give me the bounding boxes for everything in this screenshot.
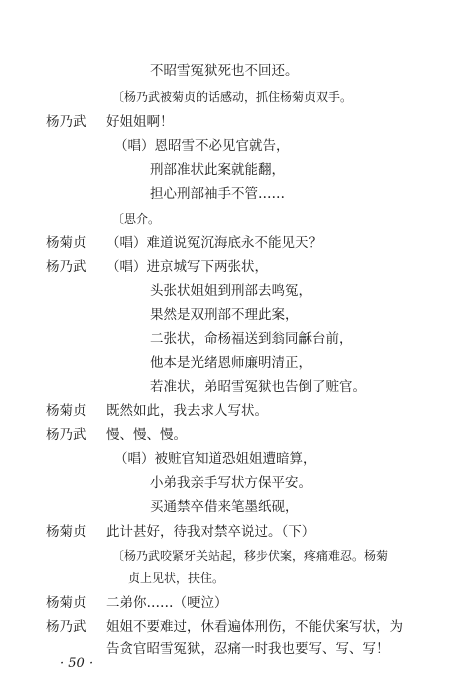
verse-line: 担心刑部袖手不管…… — [150, 186, 285, 202]
verse-line: 刑部准状此案就能翻， — [150, 162, 285, 178]
dialogue-line: 既然如此，我去求人写状。 — [106, 403, 268, 419]
speaker-name: 杨菊贞 — [46, 524, 87, 540]
speaker-name: 杨乃武 — [46, 619, 87, 635]
sung-line: （唱）难道说冤沉海底永不能见天？ — [106, 235, 322, 251]
speaker-name: 杨乃武 — [46, 427, 87, 443]
speaker-name: 杨乃武 — [46, 259, 87, 275]
verse-line: 买通禁卒借来笔墨纸砚， — [150, 499, 299, 515]
verse-line: 他本是光绪恩师廉明清正， — [150, 355, 312, 371]
dialogue-line: 告贪官昭雪冤狱，忍痛一时我也要写、写、写！ — [106, 641, 390, 657]
sung-line: （唱）被赃官知道恐姐姐遭暗算， — [114, 451, 317, 467]
stage-direction: 〔杨乃武被菊贞的话感动，抓住杨菊贞双手。 — [112, 90, 353, 104]
speaker-name: 杨乃武 — [46, 114, 87, 130]
verse-line: 不昭雪冤狱死也不回还。 — [150, 63, 299, 79]
speaker-name: 杨菊贞 — [46, 235, 87, 251]
dialogue-line: 慢、慢、慢。 — [106, 427, 187, 443]
verse-line: 果然是双刑部不理此案， — [150, 307, 299, 323]
dialogue-line: 姐姐不要难过，休看遍体刑伤，不能伏案写状，为 — [106, 619, 403, 635]
page-number: · 50 · — [60, 656, 94, 671]
sung-line: （唱）恩昭雪不必见官就告， — [114, 138, 290, 154]
dialogue-line: 此计甚好，待我对禁卒说过。（下） — [106, 524, 316, 540]
stage-direction: 〔杨乃武咬紧牙关站起，移步伏案，疼痛难忍。杨菊 — [112, 549, 389, 563]
verse-line: 二张状，命杨福送到翁同龢台前， — [150, 331, 353, 347]
sung-line: （唱）进京城写下两张状， — [106, 259, 268, 275]
verse-line: 小弟我亲手写状方保平安。 — [150, 475, 312, 491]
stage-direction: 贞上见状，扶住。 — [128, 571, 225, 585]
speaker-name: 杨菊贞 — [46, 595, 87, 611]
verse-line: 若准状，弟昭雪冤狱也告倒了赃官。 — [150, 379, 366, 395]
verse-line: 头张状姐姐到刑部去鸣冤， — [150, 283, 312, 299]
speaker-name: 杨菊贞 — [46, 403, 87, 419]
dialogue-line: 二弟你……（哽泣） — [106, 595, 228, 611]
dialogue-line: 好姐姐啊！ — [106, 114, 174, 130]
stage-direction: 〔思介。 — [112, 212, 161, 226]
